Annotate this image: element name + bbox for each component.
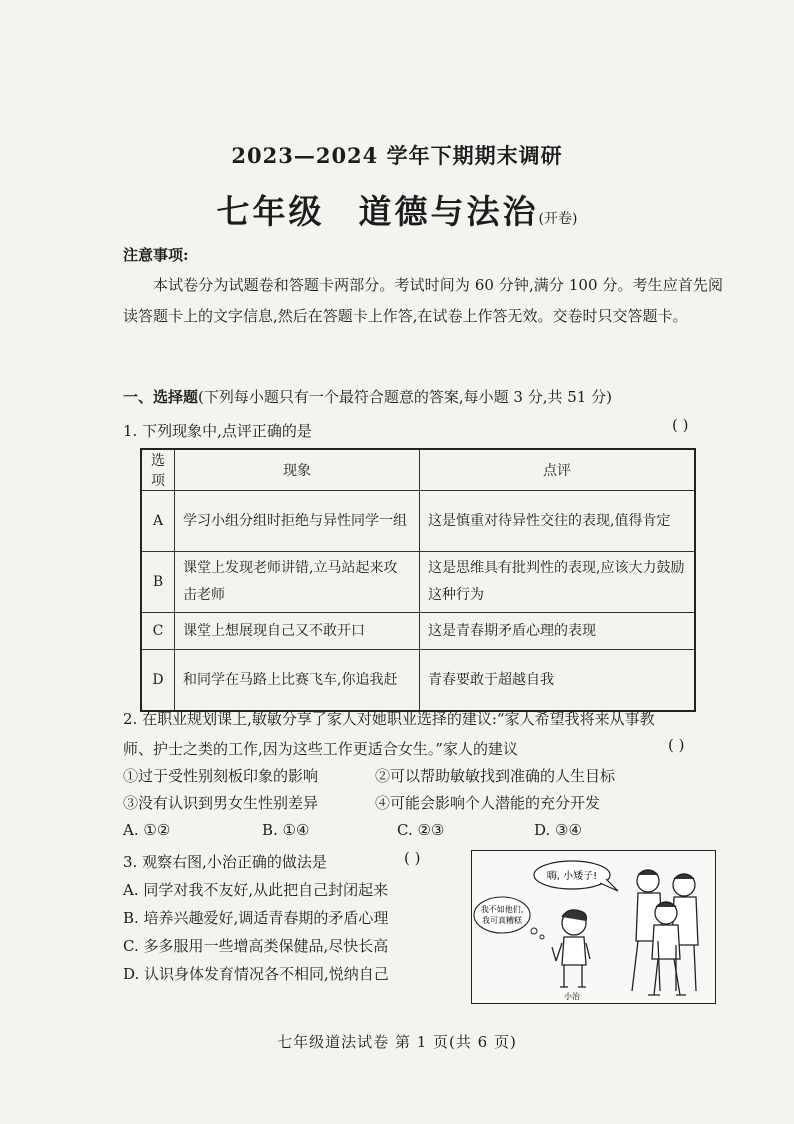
- bubble-text: 嗨, 小矮子!: [546, 871, 598, 882]
- q1-stem: 1. 下列现象中,点评正确的是: [123, 422, 312, 440]
- q2-option-a: A. ①②: [123, 821, 171, 839]
- q3-stem: 3. 观察右图,小治正确的做法是: [123, 853, 327, 871]
- thought-text-line1: 我不如他们,: [480, 905, 524, 914]
- table-cell-comment: 青春要敢于超越自我: [420, 650, 696, 712]
- section-desc: (下列每小题只有一个最符合题意的答案,每小题 3 分,共 51 分): [198, 388, 612, 406]
- table-row: [141, 650, 695, 712]
- thought-dot: [531, 928, 537, 934]
- table-cell-comment: 这是青春期矛盾心理的表现: [420, 613, 696, 650]
- notice-heading: 注意事项:: [123, 246, 189, 264]
- exam-title: 2023—2024 学年下期期末调研: [231, 143, 563, 168]
- section-title: 一、选择题: [123, 388, 199, 406]
- q2-stem-line1: 2. 在职业规划课上,敏敏分享了家人对她职业选择的建议:“家人希望我将来从事教: [123, 710, 655, 728]
- q3-option-d: D. 认识身体发育情况各不相同,悦纳自己: [123, 965, 389, 983]
- q3-option-a: A. 同学对我不友好,从此把自己封闭起来: [123, 881, 389, 899]
- q3-option-b: B. 培养兴趣爱好,调适青春期的矛盾心理: [123, 909, 389, 927]
- thought-text-line2: 我可真糟糕: [482, 916, 522, 925]
- q2-item: ①过于受性别刻板印象的影响: [123, 767, 319, 785]
- table-cell-phenomenon: 课堂上想展现自己又不敢开口: [175, 613, 420, 650]
- xiaozhi-figure: [552, 910, 590, 987]
- subject-label: 道德与法治: [358, 192, 539, 231]
- table-cell-comment: 这是慎重对待异性交往的表现,值得肯定: [420, 491, 696, 552]
- table-cell-comment: 这是思维具有批判性的表现,应该大力鼓励这种行为: [420, 552, 696, 613]
- q3-answer-bracket: ( ): [404, 849, 421, 867]
- table-header: 选项: [141, 449, 175, 491]
- xiaozhi-label: 小治: [564, 992, 580, 1001]
- table-cell-option: A: [141, 491, 175, 552]
- table-cell-phenomenon: 学习小组分组时拒绝与异性同学一组: [175, 491, 420, 552]
- q2-item: ②可以帮助敏敏找到准确的人生目标: [375, 767, 616, 785]
- table-row: [141, 491, 695, 552]
- q2-stem-line2: 师、护士之类的工作,因为这些工作更适合女生。”家人的建议: [123, 740, 518, 758]
- exam-mode: (开卷): [538, 211, 578, 227]
- table-header: 点评: [420, 449, 696, 491]
- q2-item: ③没有认识到男女生性别差异: [123, 794, 319, 812]
- section-heading: [123, 386, 612, 407]
- q1-answer-bracket: ( ): [672, 416, 689, 434]
- table-cell-phenomenon: 课堂上发现老师讲错,立马站起来攻击老师: [175, 552, 420, 613]
- q2-answer-bracket: ( ): [668, 736, 685, 754]
- tall-boys-figure: [632, 870, 698, 995]
- exam-subtitle: [0, 186, 794, 233]
- q3-option-c: C. 多多服用一些增高类保健品,尽快长高: [123, 937, 389, 955]
- q2-item: ④可能会影响个人潜能的充分开发: [375, 794, 601, 812]
- q2-option-d: D. ③④: [534, 821, 582, 839]
- table-cell-phenomenon: 和同学在马路上比赛飞车,你追我赶: [175, 650, 420, 712]
- thought-bubble: [474, 897, 530, 933]
- table-header: 现象: [175, 449, 420, 491]
- grade-label: 七年级: [216, 192, 325, 231]
- table-cell-option: D: [141, 650, 175, 712]
- table-cell-option: C: [141, 613, 175, 650]
- q3-cartoon: [471, 850, 716, 1004]
- cartoon-drawing: [472, 851, 715, 1003]
- q2-option-b: B. ①④: [262, 821, 310, 839]
- table-cell-option: B: [141, 552, 175, 613]
- q1-table: [140, 448, 696, 712]
- q2-option-c: C. ②③: [397, 821, 445, 839]
- table-header-row: [141, 449, 695, 491]
- table-row: [141, 552, 695, 613]
- notice-text: 本试卷分为试题卷和答题卡两部分。考试时间为 60 分钟,满分 100 分。考生应首先阅读答题卡上的文字信息,然后在答题卡上作答,在试卷上作答无效。交卷时只交答题卡。: [123, 276, 723, 325]
- page-footer: 七年级道法试卷 第 1 页(共 6 页): [277, 1033, 517, 1051]
- table-row: [141, 613, 695, 650]
- thought-dot: [540, 935, 544, 939]
